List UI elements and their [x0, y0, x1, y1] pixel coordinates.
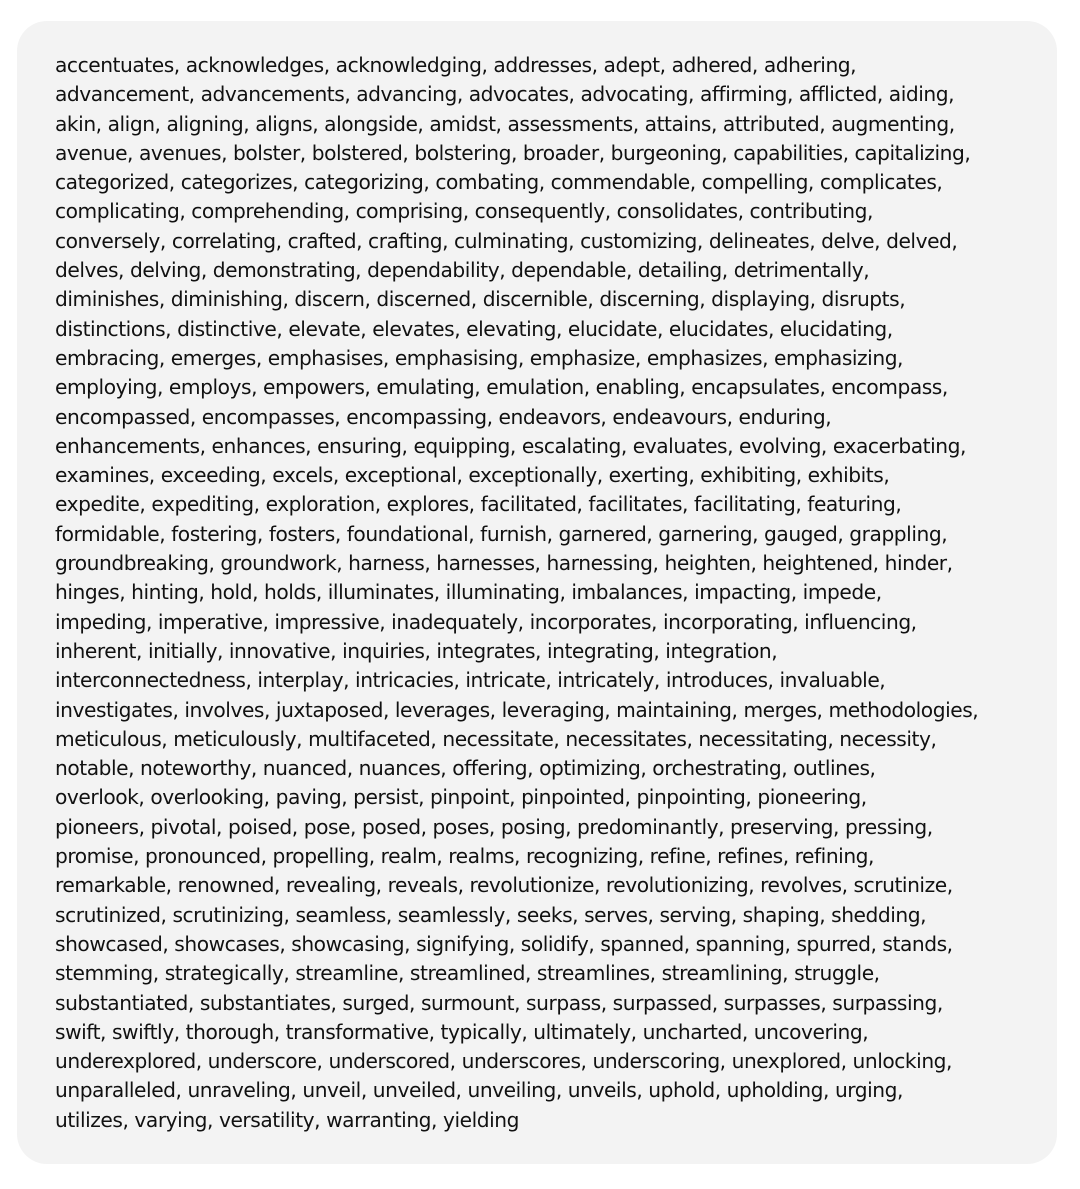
word-list-line: conversely, correlating, crafted, crafting, culminating, customizing, delineates, delve, delved,: [55, 228, 958, 253]
word-list-line: advancement, advancements, advancing, advocates, advocating, affirming, afflicted, aiding,: [55, 82, 955, 107]
word-list-line: avenue, avenues, bolster, bolstered, bolstering, broader, burgeoning, capabilities, capitalizing,: [55, 140, 971, 165]
word-list-line: notable, noteworthy, nuanced, nuances, offering, optimizing, orchestrating, outlines,: [55, 756, 876, 781]
word-list-line: unparalleled, unraveling, unveil, unveiled, unveiling, unveils, uphold, upholding, urging,: [55, 1078, 903, 1103]
word-list-line: promise, pronounced, propelling, realm, realms, recognizing, refine, refines, refining,: [55, 844, 875, 869]
word-list-line: pioneers, pivotal, poised, pose, posed, poses, posing, predominantly, preserving, pressing,: [55, 814, 933, 839]
word-list-line: substantiated, substantiates, surged, surmount, surpass, surpassed, surpasses, surpassing,: [55, 990, 943, 1015]
word-list-line: formidable, fostering, fosters, foundational, furnish, garnered, garnering, gauged, grappling,: [55, 521, 948, 546]
word-list-line: examines, exceeding, excels, exceptional, exceptionally, exerting, exhibiting, exhibits,: [55, 463, 890, 488]
word-list-line: diminishes, diminishing, discern, discerned, discernible, discerning, displaying, disrupts,: [55, 287, 906, 312]
word-list-line: accentuates, acknowledges, acknowledging, addresses, adept, adhered, adhering,: [55, 53, 857, 77]
word-list-line: inherent, initially, innovative, inquiries, integrates, integrating, integration,: [55, 638, 778, 663]
word-list-line: swift, swiftly, thorough, transformative, typically, ultimately, uncharted, uncovering,: [55, 1019, 869, 1044]
word-list-line: hinges, hinting, hold, holds, illuminates, illuminating, imbalances, impacting, impede,: [55, 580, 882, 605]
word-list-line: encompassed, encompasses, encompassing, endeavors, endeavours, enduring,: [55, 404, 832, 429]
word-list-text: [55, 51, 1040, 1135]
word-list-line: delves, delving, demonstrating, dependability, dependable, detailing, detrimentally,: [55, 258, 870, 283]
word-list-line: complicating, comprehending, comprising, consequently, consolidates, contributing,: [55, 199, 873, 224]
word-list-card: [17, 21, 1057, 1164]
word-list-line: scrutinized, scrutinizing, seamless, seamlessly, seeks, serves, serving, shaping, shedding,: [55, 902, 927, 927]
word-list-line: meticulous, meticulously, multifaceted, necessitate, necessitates, necessitating, necessity,: [55, 726, 937, 751]
word-list-line: categorized, categorizes, categorizing, combating, commendable, compelling, complicates,: [55, 170, 943, 195]
word-list-line: impeding, imperative, impressive, inadequately, incorporates, incorporating, influencing,: [55, 609, 917, 634]
word-list-line: akin, align, aligning, aligns, alongside, amidst, assessments, attains, attributed, augmenting,: [55, 111, 955, 136]
word-list-line: distinctions, distinctive, elevate, elevates, elevating, elucidate, elucidates, elucidating,: [55, 316, 893, 341]
word-list-line: overlook, overlooking, paving, persist, pinpoint, pinpointed, pinpointing, pioneering,: [55, 785, 867, 810]
word-list-line: expedite, expediting, exploration, explores, facilitated, facilitates, facilitating, featuring,: [55, 492, 902, 517]
word-list-line: utilizes, varying, versatility, warranting, yielding: [55, 1107, 519, 1132]
word-list-line: underexplored, underscore, underscored, underscores, underscoring, unexplored, unlocking,: [55, 1049, 952, 1074]
word-list-line: enhancements, enhances, ensuring, equipping, escalating, evaluates, evolving, exacerbating,: [55, 433, 966, 458]
word-list-line: showcased, showcases, showcasing, signifying, solidify, spanned, spanning, spurred, stands,: [55, 931, 953, 956]
word-list-line: remarkable, renowned, revealing, reveals, revolutionize, revolutionizing, revolves, scrutinize,: [55, 873, 953, 898]
word-list-line: investigates, involves, juxtaposed, leverages, leveraging, maintaining, merges, methodologies,: [55, 697, 979, 722]
word-list-line: embracing, emerges, emphasises, emphasising, emphasize, emphasizes, emphasizing,: [55, 345, 904, 370]
word-list-line: stemming, strategically, streamline, streamlined, streamlines, streamlining, struggle,: [55, 961, 880, 986]
word-list-line: groundbreaking, groundwork, harness, harnesses, harnessing, heighten, heightened, hinder,: [55, 551, 953, 576]
word-list-line: interconnectedness, interplay, intricacies, intricate, intricately, introduces, invaluable,: [55, 668, 886, 693]
word-list-line: employing, employs, empowers, emulating, emulation, enabling, encapsulates, encompass,: [55, 375, 948, 400]
